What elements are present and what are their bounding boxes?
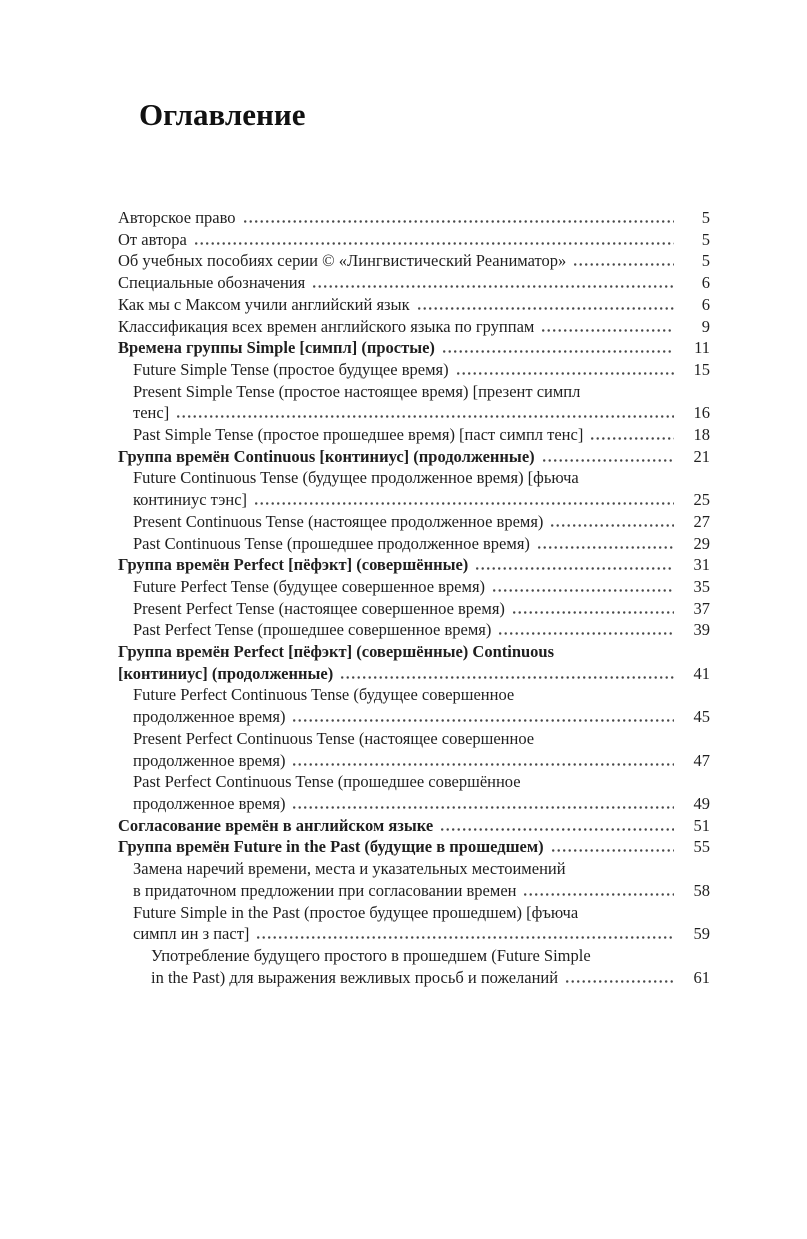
toc-entry bbox=[118, 381, 710, 424]
toc-entry bbox=[118, 424, 710, 446]
toc-entry-text: [континиус] (продолженные) bbox=[118, 663, 334, 683]
toc-entry-line bbox=[118, 619, 710, 641]
toc-page-number: 5 bbox=[701, 229, 710, 249]
toc-entry bbox=[118, 576, 710, 598]
toc-page-number: 58 bbox=[693, 880, 710, 900]
toc-page-number: 37 bbox=[693, 598, 710, 618]
toc-entry-line bbox=[118, 294, 710, 316]
toc-entry-text: Present Simple Tense (простое настоящее время) [презент симпл bbox=[133, 381, 581, 401]
dot-leader bbox=[551, 524, 674, 527]
toc-page-number: 49 bbox=[693, 793, 710, 813]
document-page bbox=[0, 97, 807, 1239]
toc-entry-line bbox=[118, 706, 710, 728]
toc-page-number: 6 bbox=[701, 273, 710, 293]
toc-entry-line bbox=[118, 381, 710, 403]
toc-entry bbox=[118, 728, 710, 771]
toc-entry-text: Past Perfect Continuous Tense (прошедшее совершённое bbox=[133, 772, 521, 792]
toc-entry-text: Present Perfect Continuous Tense (настоящее совершенное bbox=[133, 728, 535, 748]
dot-leader bbox=[255, 502, 674, 505]
dot-leader bbox=[566, 980, 674, 983]
dot-leader bbox=[441, 828, 674, 831]
toc-entry-text: Future Simple in the Past (простое будущее прошедшем) [фъюча bbox=[133, 902, 579, 922]
dot-leader bbox=[457, 372, 674, 375]
dot-leader bbox=[538, 546, 674, 549]
toc-entry-line bbox=[118, 402, 710, 424]
toc-page-number: 16 bbox=[693, 403, 710, 423]
toc-entry bbox=[118, 598, 710, 620]
toc-entry-line bbox=[118, 511, 710, 533]
toc-page-number: 9 bbox=[701, 316, 710, 336]
toc-entry-text: продолженное время) bbox=[133, 707, 286, 727]
toc-entry-line bbox=[118, 902, 710, 924]
dot-leader bbox=[257, 936, 674, 939]
toc-entry-line bbox=[118, 272, 710, 294]
toc-entry-line bbox=[118, 316, 710, 338]
toc-page-number: 39 bbox=[693, 620, 710, 640]
toc-page-number: 18 bbox=[693, 425, 710, 445]
dot-leader bbox=[244, 220, 674, 223]
toc-entry-line bbox=[118, 923, 710, 945]
toc-page-number: 35 bbox=[693, 576, 710, 596]
toc-entry-text: in the Past) для выражения вежливых просьб и пожеланий bbox=[151, 967, 559, 987]
dot-leader bbox=[313, 285, 674, 288]
toc-page-number: 61 bbox=[693, 967, 710, 987]
toc-entry-line bbox=[118, 424, 710, 446]
toc-entry-line bbox=[118, 728, 710, 750]
dot-leader bbox=[418, 307, 674, 310]
toc-page-number: 29 bbox=[693, 533, 710, 553]
toc-entry bbox=[118, 272, 710, 294]
dot-leader bbox=[493, 589, 674, 592]
dot-leader bbox=[476, 567, 674, 570]
dot-leader bbox=[293, 806, 674, 809]
toc-entry-text: Past Perfect Tense (прошедшее совершенное время) bbox=[133, 620, 492, 640]
toc-entry-text: продолженное время) bbox=[133, 750, 286, 770]
toc-entry-line bbox=[118, 337, 710, 359]
toc-entry-line bbox=[118, 229, 710, 251]
dot-leader bbox=[195, 242, 674, 245]
toc-entry-line bbox=[118, 489, 710, 511]
toc-entry bbox=[118, 902, 710, 945]
toc-entry-text: Времена группы Simple [симпл] (простые) bbox=[118, 338, 435, 358]
toc-page-number: 51 bbox=[693, 815, 710, 835]
dot-leader bbox=[443, 350, 674, 353]
toc-entry-line bbox=[118, 359, 710, 381]
toc-entry bbox=[118, 207, 710, 229]
toc-entry bbox=[118, 815, 710, 837]
toc-entry-text: континиус тэнс] bbox=[133, 490, 248, 510]
toc-entry-text: симпл ин з паст] bbox=[133, 924, 250, 944]
dot-leader bbox=[542, 329, 674, 332]
toc-entry-line bbox=[118, 467, 710, 489]
toc-entry-line bbox=[118, 598, 710, 620]
toc-entry bbox=[118, 229, 710, 251]
dot-leader bbox=[591, 437, 674, 440]
toc-entry-line bbox=[118, 641, 710, 663]
toc-page-number: 5 bbox=[701, 251, 710, 271]
dot-leader bbox=[552, 849, 674, 852]
dot-leader bbox=[293, 763, 674, 766]
toc-entry-line bbox=[118, 771, 710, 793]
toc-entry-line bbox=[118, 684, 710, 706]
toc-entry-text: Согласование времён в английском языке bbox=[118, 815, 434, 835]
toc-page-number: 15 bbox=[693, 359, 710, 379]
toc-entry-line bbox=[118, 967, 710, 989]
toc-entry bbox=[118, 467, 710, 510]
toc-entry bbox=[118, 641, 710, 684]
toc-page-number: 31 bbox=[693, 555, 710, 575]
toc-page-number: 21 bbox=[693, 446, 710, 466]
toc-entry-text: Past Simple Tense (простое прошедшее время) [паст симпл тенс] bbox=[133, 425, 584, 445]
toc-entry-text: Future Continuous Tense (будущее продолженное время) [фьюча bbox=[133, 468, 579, 488]
toc-entry-text: Группа времён Perfect [пёфэкт] (совершённые) Continuous bbox=[118, 642, 555, 662]
toc-entry-text: Специальные обозначения bbox=[118, 273, 306, 293]
toc-entry-text: Как мы с Максом учили английский язык bbox=[118, 294, 410, 314]
toc-page-number: 6 bbox=[701, 294, 710, 314]
toc-entry-line bbox=[118, 250, 710, 272]
toc-page-number: 11 bbox=[694, 338, 710, 358]
toc-entry bbox=[118, 684, 710, 727]
toc-entry bbox=[118, 359, 710, 381]
toc-entry-line bbox=[118, 858, 710, 880]
toc-page-number: 47 bbox=[693, 750, 710, 770]
toc-entry bbox=[118, 771, 710, 814]
toc-entry-text: в придаточном предложении при согласовании времен bbox=[133, 880, 517, 900]
toc-entry bbox=[118, 446, 710, 468]
toc-entry-line bbox=[118, 793, 710, 815]
toc-entry bbox=[118, 858, 710, 901]
toc-entry-text: тенс] bbox=[133, 403, 170, 423]
toc-entry bbox=[118, 316, 710, 338]
toc-entry-text: Present Perfect Tense (настоящее совершенное время) bbox=[133, 598, 505, 618]
toc-entry-text: Группа времён Future in the Past (будущие в прошедшем) bbox=[118, 837, 544, 857]
toc-page-number: 45 bbox=[693, 707, 710, 727]
toc-entry-line bbox=[118, 446, 710, 468]
dot-leader bbox=[524, 893, 674, 896]
dot-leader bbox=[574, 263, 674, 266]
toc-entry-line bbox=[118, 880, 710, 902]
toc-entry-text: Future Simple Tense (простое будущее время) bbox=[133, 359, 449, 379]
toc-entry-line bbox=[118, 750, 710, 772]
toc-page-number: 27 bbox=[693, 511, 710, 531]
toc-entry-text: Группа времён Continuous [континиус] (продолженные) bbox=[118, 446, 535, 466]
toc-entry bbox=[118, 511, 710, 533]
toc-entry-line bbox=[118, 576, 710, 598]
toc-entry-text: Future Perfect Continuous Tense (будущее совершенное bbox=[133, 685, 515, 705]
toc-entry-text: Авторское право bbox=[118, 208, 236, 227]
toc-entry-line bbox=[118, 207, 710, 229]
toc-page-number: 41 bbox=[693, 663, 710, 683]
dot-leader bbox=[177, 415, 674, 418]
toc-entry-text: Употребление будущего простого в прошедшем (Future Simple bbox=[151, 945, 591, 965]
toc-entry-text: Замена наречий времени, места и указательных местоимений bbox=[133, 859, 566, 879]
toc-entry bbox=[118, 619, 710, 641]
toc-entry-line bbox=[118, 815, 710, 837]
dot-leader bbox=[341, 676, 674, 679]
dot-leader bbox=[513, 611, 674, 614]
page-title: Оглавление bbox=[139, 97, 306, 132]
toc-page-number: 55 bbox=[693, 837, 710, 857]
toc-entry-line bbox=[118, 945, 710, 967]
toc-entry bbox=[118, 294, 710, 316]
toc-entry bbox=[118, 554, 710, 576]
toc-entry-text: От автора bbox=[118, 229, 187, 249]
dot-leader bbox=[499, 632, 674, 635]
toc-page-number: 5 bbox=[701, 208, 710, 227]
toc-entry-text: Past Continuous Tense (прошедшее продолженное время) bbox=[133, 533, 530, 553]
toc-entry bbox=[118, 337, 710, 359]
toc-entry-text: Future Perfect Tense (будущее совершенное время) bbox=[133, 576, 486, 596]
toc-entry bbox=[118, 836, 710, 858]
toc-entry-line bbox=[118, 533, 710, 555]
toc-entry-text: продолженное время) bbox=[133, 793, 286, 813]
toc-entry-text: Группа времён Perfect [пёфэкт] (совершённые) bbox=[118, 555, 469, 575]
toc-page-number: 25 bbox=[693, 490, 710, 510]
toc-entry-text: Об учебных пособиях серии © «Лингвистический Реаниматор» bbox=[118, 251, 567, 271]
toc-page-number: 59 bbox=[693, 924, 710, 944]
toc-list bbox=[118, 207, 710, 988]
toc-entry bbox=[118, 250, 710, 272]
toc-entry-line bbox=[118, 836, 710, 858]
toc-entry bbox=[118, 945, 710, 988]
toc-entry-text: Present Continuous Tense (настоящее продолженное время) bbox=[133, 511, 544, 531]
toc-entry-line bbox=[118, 663, 710, 685]
toc-entry-line bbox=[118, 554, 710, 576]
toc-entry bbox=[118, 533, 710, 555]
toc-entry-text: Классификация всех времен английского языка по группам bbox=[118, 316, 535, 336]
dot-leader bbox=[293, 719, 674, 722]
dot-leader bbox=[543, 459, 674, 462]
